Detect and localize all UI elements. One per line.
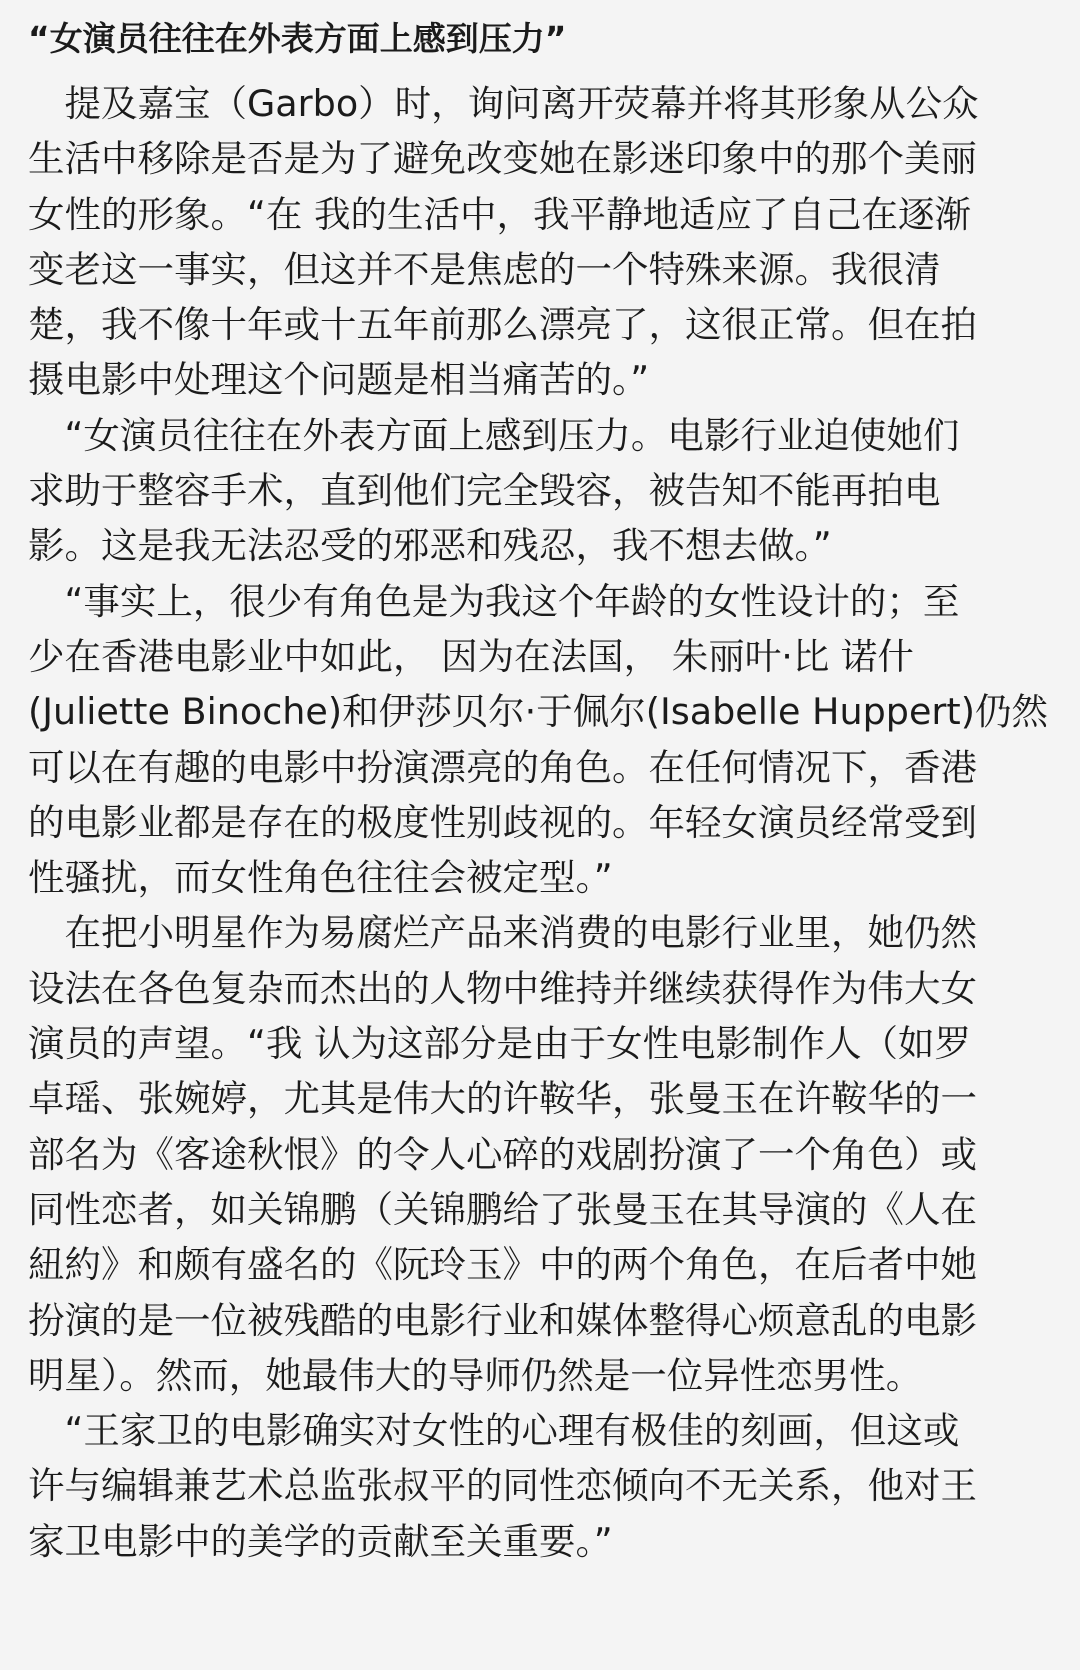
text-line: 设法在各色复杂而杰出的人物中维持并继续获得作为伟大女 — [28, 966, 977, 1010]
text-line: 生活中移除是否是为了避免改变她在影迷印象中的那个美丽 — [28, 137, 977, 181]
text-line: 同性恋者，如关锦鹏（关锦鹏给了张曼玉在其导演的《人在 — [28, 1187, 977, 1231]
text-line: 可以在有趣的电影中扮演漂亮的角色。在任何情况下，香港 — [28, 745, 977, 789]
text-line: 摄电影中处理这个问题是相当痛苦的。” — [28, 358, 650, 402]
text-line: “事实上，很少有角色是为我这个年龄的女性设计的；至 — [28, 579, 960, 623]
text-line: 演员的声望。“我 认为这部分是由于女性电影制作人（如罗 — [28, 1022, 972, 1066]
text-line: 的电影业都是存在的极度性别歧视的。年轻女演员经常受到 — [28, 800, 977, 844]
text-line: 女性的形象。“在 我的生活中，我平静地适应了自己在逐渐 — [28, 192, 972, 236]
text-line: “王家卫的电影确实对女性的心理有极佳的刻画，但这或 — [28, 1409, 960, 1453]
article-body — [28, 76, 1046, 1569]
text-line: 少在香港电影业中如此， 因为在法国， 朱丽叶·比 诺什 — [28, 634, 914, 678]
text-line: 变老这一事实，但这并不是焦虑的一个特殊来源。我很清 — [28, 247, 941, 291]
text-line: 紐約》和颇有盛名的《阮玲玉》中的两个角色，在后者中她 — [28, 1243, 977, 1287]
text-line: 影。这是我无法忍受的邪恶和残忍，我不想去做。” — [28, 524, 832, 568]
text-line: 求助于整容手术，直到他们完全毁容，被告知不能再拍电 — [28, 469, 941, 513]
text-line: 家卫电影中的美学的贡献至关重要。” — [28, 1519, 613, 1563]
text-line: 部名为《客途秋恨》的令人心碎的戏剧扮演了一个角色）或 — [28, 1132, 977, 1176]
text-line: “女演员往往在外表方面上感到压力。电影行业迫使她们 — [28, 413, 960, 457]
text-line: 性骚扰，而女性角色往往会被定型。” — [28, 856, 613, 900]
text-line: 明星）。然而，她最伟大的导师仍然是一位异性恋男性。 — [28, 1353, 923, 1397]
text-line: (Juliette Binoche)和伊莎贝尔·于佩尔(Isabelle Huppert)仍然 — [28, 690, 1048, 734]
text-line: 提及嘉宝（Garbo）时，询问离开荧幕并将其形象从公众 — [28, 82, 979, 125]
article-heading: “女演员往往在外表方面上感到压力” — [28, 19, 567, 58]
text-line: 在把小明星作为易腐烂产品来消费的电影行业里，她仍然 — [28, 911, 977, 955]
text-line: 许与编辑兼艺术总监张叔平的同性恋倾向不无关系，他对王 — [28, 1464, 977, 1508]
text-line: 楚，我不像十年或十五年前那么漂亮了，这很正常。但在拍 — [28, 303, 977, 347]
text-line: 扮演的是一位被残酷的电影行业和媒体整得心烦意乱的电影 — [28, 1298, 977, 1342]
text-line: 卓瑶、张婉婷，尤其是伟大的许鞍华，张曼玉在许鞍华的一 — [28, 1077, 977, 1121]
